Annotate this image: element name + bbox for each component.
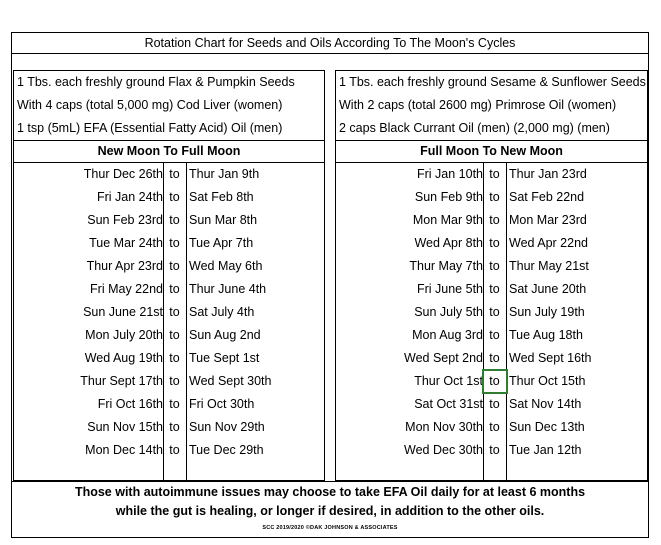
end-date-cell[interactable]: Sat June 20th (509, 282, 587, 296)
rotation-chart-sheet (11, 32, 649, 538)
footer-line-2[interactable]: while the gut is healing, or longer if desired, in addition to the other oils. (115, 504, 545, 518)
table-row (336, 439, 647, 462)
to-cell[interactable]: to (169, 236, 180, 250)
start-date-cell[interactable]: Sun July 5th (414, 305, 483, 319)
start-date-cell[interactable]: Sun Feb 23rd (87, 213, 163, 227)
start-date-cell[interactable]: Fri Jan 10th (416, 167, 483, 181)
table-row (14, 439, 324, 462)
end-date-cell[interactable]: Sun Dec 13th (509, 420, 585, 434)
table-row (14, 301, 324, 324)
start-date-cell[interactable]: Fri May 22nd (90, 282, 163, 296)
left-heading[interactable]: New Moon To Full Moon (14, 141, 324, 163)
left-info-line-2[interactable]: With 4 caps (total 5,000 mg) Cod Liver (women) (17, 98, 283, 112)
left-info-line-1[interactable]: 1 Tbs. each freshly ground Flax & Pumpkin Seeds (17, 75, 295, 89)
table-row (336, 232, 647, 255)
start-date-cell[interactable]: Thur Apr 23rd (86, 259, 163, 273)
table-row (14, 393, 324, 416)
table-row (336, 347, 647, 370)
start-date-cell[interactable]: Sun Feb 9th (414, 190, 483, 204)
end-date-cell[interactable]: Wed Apr 22nd (509, 236, 588, 250)
start-date-cell[interactable]: Thur May 7th (409, 259, 483, 273)
table-row (14, 255, 324, 278)
table-row (14, 347, 324, 370)
end-date-cell[interactable]: Sat Nov 14th (509, 397, 582, 411)
table-row (336, 255, 647, 278)
full-moon-panel (335, 70, 648, 481)
start-date-cell[interactable]: Sun June 21st (83, 305, 163, 319)
to-cell[interactable]: to (489, 351, 500, 365)
start-date-cell[interactable]: Mon Mar 9th (412, 213, 483, 227)
end-date-cell[interactable]: Thur June 4th (189, 282, 267, 296)
to-cell[interactable]: to (169, 213, 180, 227)
end-date-cell[interactable]: Wed Sept 16th (509, 351, 592, 365)
end-date-cell[interactable]: Sun Mar 8th (189, 213, 258, 227)
table-row (14, 324, 324, 347)
to-cell[interactable]: to (169, 190, 180, 204)
chart-title: Rotation Chart for Seeds and Oils According To The Moon's Cycles (12, 33, 648, 54)
start-date-cell[interactable]: Mon Aug 3rd (412, 328, 483, 342)
start-date-cell[interactable]: Tue Mar 24th (89, 236, 163, 250)
end-date-cell[interactable]: Thur Jan 23rd (509, 167, 587, 181)
start-date-cell[interactable]: Mon July 20th (85, 328, 163, 342)
to-cell[interactable]: to (169, 259, 180, 273)
end-date-cell[interactable]: Fri Oct 30th (189, 397, 255, 411)
to-cell[interactable]: to (169, 167, 180, 181)
left-date-rows (14, 163, 324, 462)
start-date-cell[interactable]: Thur Sept 17th (80, 374, 163, 388)
to-cell[interactable]: to (169, 420, 180, 434)
start-date-cell[interactable]: Fri Jan 24th (96, 190, 163, 204)
table-row (336, 209, 647, 232)
new-moon-panel (13, 70, 325, 481)
start-date-cell[interactable]: Mon Dec 14th (85, 443, 163, 457)
table-row (336, 186, 647, 209)
table-row (14, 370, 324, 393)
right-heading[interactable]: Full Moon To New Moon (336, 141, 647, 163)
table-row (14, 163, 324, 186)
to-cell[interactable]: to (489, 213, 500, 227)
end-date-cell[interactable]: Wed Sept 30th (189, 374, 272, 388)
start-date-cell[interactable]: Wed Sept 2nd (404, 351, 483, 365)
end-date-cell[interactable]: Thur May 21st (509, 259, 589, 273)
table-row (336, 416, 647, 439)
end-date-cell[interactable]: Sun Aug 2nd (189, 328, 261, 342)
to-cell[interactable]: to (169, 351, 180, 365)
table-row (336, 278, 647, 301)
table-row (14, 186, 324, 209)
to-cell[interactable]: to (489, 443, 500, 457)
start-date-cell[interactable]: Wed Dec 30th (404, 443, 483, 457)
to-cell[interactable]: to (489, 190, 500, 204)
end-date-cell[interactable]: Sat July 4th (189, 305, 255, 319)
end-date-cell[interactable]: Mon Mar 23rd (509, 213, 587, 227)
end-date-cell[interactable]: Sun July 19th (509, 305, 585, 319)
start-date-cell[interactable]: Thur Oct 1st (414, 374, 483, 388)
table-row (14, 209, 324, 232)
to-cell[interactable]: to (489, 259, 500, 273)
table-row (14, 416, 324, 439)
to-cell[interactable]: to (169, 374, 180, 388)
table-row (336, 301, 647, 324)
start-date-cell[interactable]: Thur Dec 26th (83, 167, 163, 181)
start-date-cell[interactable]: Mon Nov 30th (405, 420, 483, 434)
table-row (14, 278, 324, 301)
end-date-cell[interactable]: Tue Sept 1st (189, 351, 260, 365)
left-info-line-3[interactable]: 1 tsp (5mL) EFA (Essential Fatty Acid) Oil (men) (14, 117, 324, 141)
to-cell[interactable]: to (169, 305, 180, 319)
to-cell[interactable]: to (489, 397, 500, 411)
end-date-cell[interactable]: Thur Oct 15th (509, 374, 586, 388)
table-row (336, 163, 647, 186)
copyright-notice: SCC 2019/2020 ©DAK JOHNSON & ASSOCIATES (262, 525, 398, 531)
right-info-line-1[interactable]: 1 Tbs. each freshly ground Sesame & Sunflower Seeds (339, 75, 646, 89)
end-date-cell[interactable]: Tue Dec 29th (189, 443, 264, 457)
right-info-line-2[interactable]: With 2 caps (total 2600 mg) Primrose Oil (women) (339, 98, 617, 112)
to-cell[interactable]: to (489, 374, 500, 388)
footer-note (12, 481, 648, 539)
right-date-rows (336, 163, 647, 462)
end-date-cell[interactable]: Sat Feb 22nd (509, 190, 585, 204)
to-cell[interactable]: to (489, 236, 500, 250)
right-info-line-3[interactable]: 2 caps Black Currant Oil (men) (2,000 mg) (men) (336, 117, 647, 141)
end-date-cell[interactable]: Tue Aug 18th (509, 328, 583, 342)
end-date-cell[interactable]: Wed May 6th (189, 259, 263, 273)
to-cell[interactable]: to (489, 305, 500, 319)
table-row (336, 324, 647, 347)
start-date-cell[interactable]: Wed Aug 19th (84, 351, 163, 365)
to-cell[interactable]: to (489, 328, 500, 342)
to-cell[interactable]: to (169, 443, 180, 457)
end-date-cell[interactable]: Tue Apr 7th (189, 236, 254, 250)
to-cell[interactable]: to (169, 282, 180, 296)
to-cell[interactable]: to (169, 328, 180, 342)
to-cell[interactable]: to (489, 420, 500, 434)
selected-cell-highlight (482, 369, 508, 394)
start-date-cell[interactable]: Fri June 5th (416, 282, 483, 296)
start-date-cell[interactable]: Sun Nov 15th (87, 420, 163, 434)
end-date-cell[interactable]: Tue Jan 12th (509, 443, 582, 457)
to-cell[interactable]: to (489, 282, 500, 296)
end-date-cell[interactable]: Sat Feb 8th (189, 190, 254, 204)
to-cell[interactable]: to (169, 397, 180, 411)
table-row (336, 393, 647, 416)
end-date-cell[interactable]: Sun Nov 29th (189, 420, 265, 434)
start-date-cell[interactable]: Sat Oct 31st (414, 397, 483, 411)
to-cell[interactable]: to (489, 167, 500, 181)
start-date-cell[interactable]: Fri Oct 16th (97, 397, 163, 411)
footer-line-1[interactable]: Those with autoimmune issues may choose to take EFA Oil daily for at least 6 months (74, 485, 586, 499)
table-row (14, 232, 324, 255)
end-date-cell[interactable]: Thur Jan 9th (189, 167, 260, 181)
start-date-cell[interactable]: Wed Apr 8th (414, 236, 483, 250)
